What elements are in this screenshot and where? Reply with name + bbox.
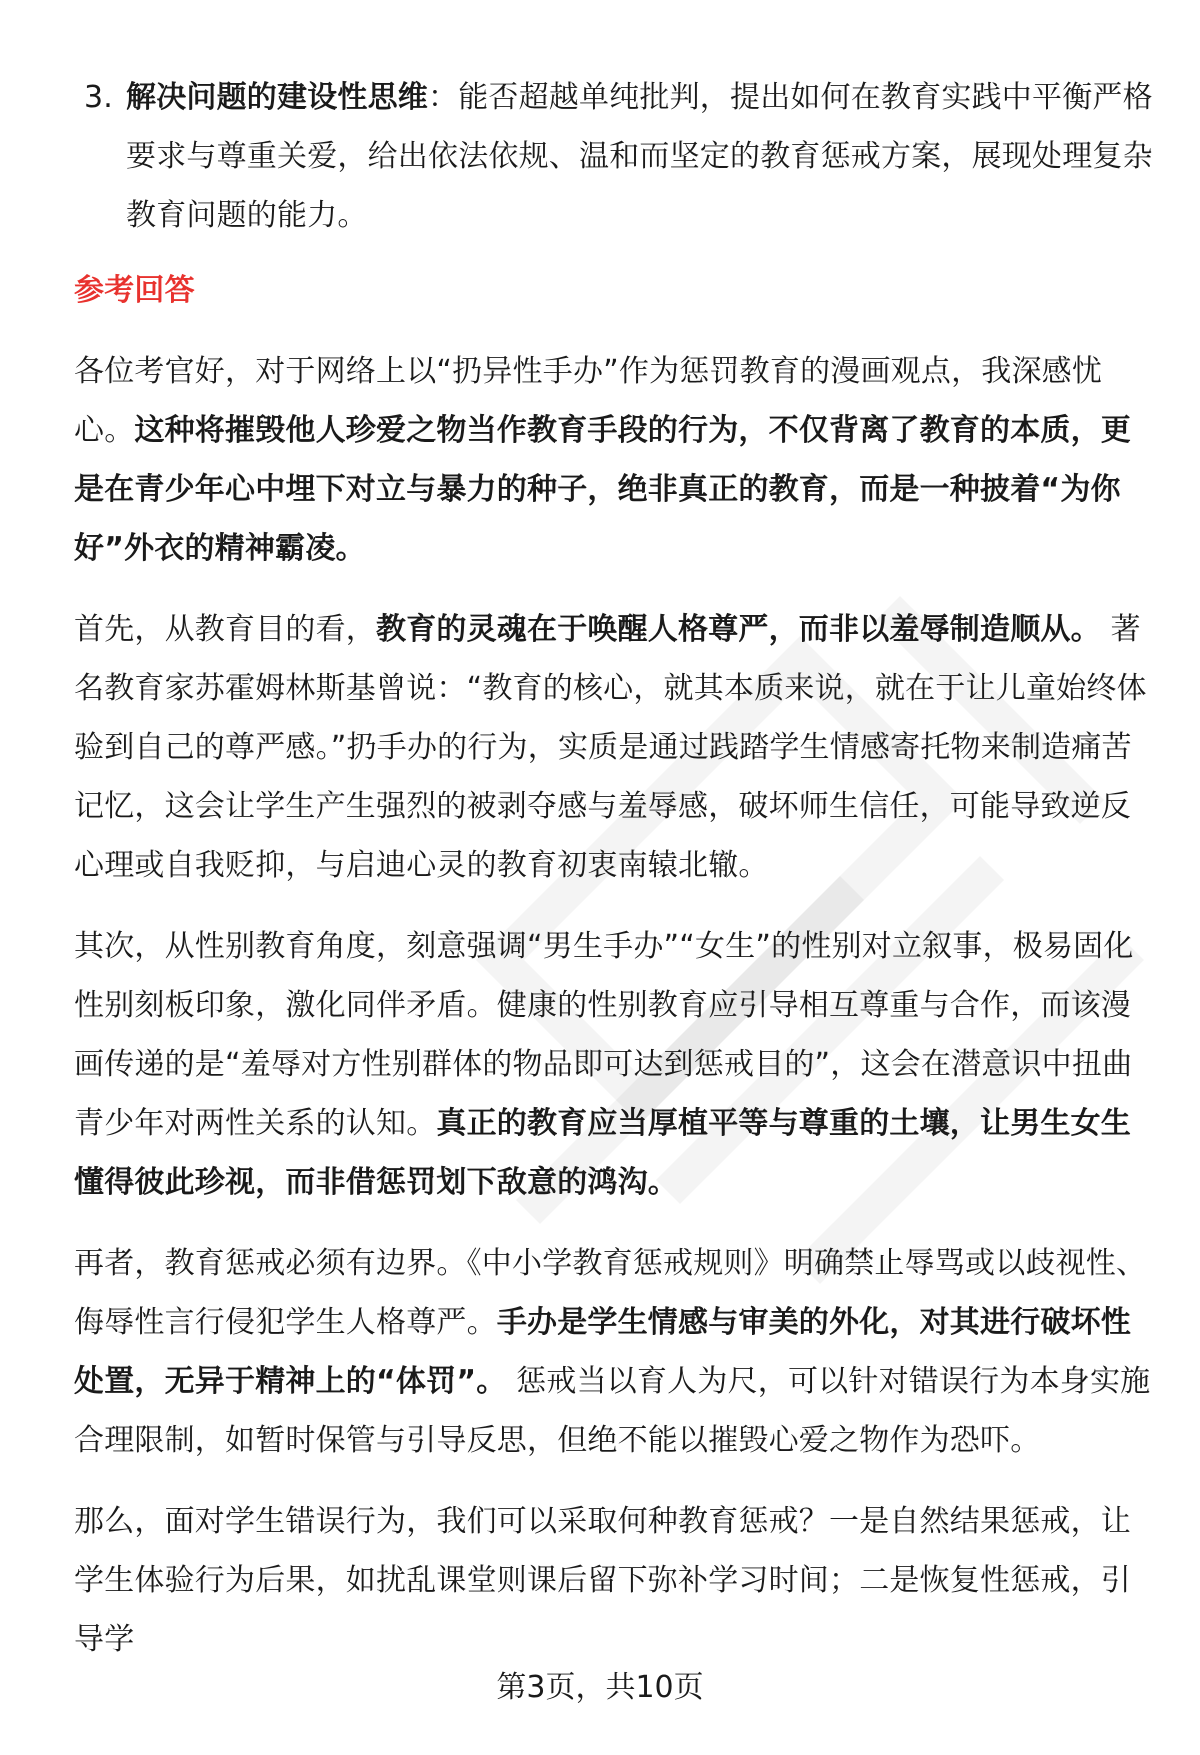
paragraph-bold-text: 真正的教育应当厚植平等与尊重的土壤，让男生女生懂得彼此珍视，而非借惩罚划下敌意的鸿沟。 — [74, 1106, 1132, 1200]
paragraph-third-point — [74, 1234, 1154, 1470]
paragraph-text: 首先，从教育目的看， — [74, 612, 376, 647]
paragraph-bold-text: 手办是学生情感与审美的外化，对其进行破坏性处置，无异于精神上的“体罚”。 — [74, 1305, 1132, 1399]
paragraph-first-point — [74, 600, 1154, 895]
criteria-list-item-3 — [74, 68, 1154, 245]
page-number-footer: 第3页，共10页 — [496, 1670, 704, 1705]
list-item-text: ：能否超越单纯批判，提出如何在教育实践中平衡严格要求与尊重关爱，给出依法依规、温和而坚定的教育惩戒方案，展现处理复杂教育问题的能力。 — [126, 80, 1153, 233]
paragraph-text: 再者，教育惩戒必须有边界。《中小学教育惩戒规则》明确禁止辱骂或以歧视性、侮辱性言行侵犯学生人格尊严。 — [74, 1246, 1147, 1340]
paragraph-intro — [74, 342, 1154, 578]
paragraph-second-point — [74, 917, 1154, 1212]
paragraph-text: 那么，面对学生错误行为，我们可以采取何种教育惩戒？一是自然结果惩戒，让学生体验行为后果，如扰乱课堂则课后留下弥补学习时间；二是恢复性惩戒，引导学 — [74, 1504, 1131, 1657]
paragraph-bold-text: 教育的灵魂在于唤醒人格尊严，而非以羞辱制造顺从。 — [376, 612, 1101, 647]
paragraph-fourth-point — [74, 1492, 1154, 1669]
document-content — [74, 68, 1154, 1669]
list-item-bold-label: 解决问题的建设性思维 — [126, 80, 428, 115]
paragraph-text: 惩戒当以育人为尺，可以针对错误行为本身实施合理限制，如暂时保管与引导反思，但绝不能以摧毁心爱之物作为恐吓。 — [74, 1364, 1151, 1458]
paragraph-text: 其次，从性别教育角度，刻意强调“男生手办”“女生”的性别对立叙事，极易固化性别刻板印象，激化同伴矛盾。健康的性别教育应引导相互尊重与合作，而该漫画传递的是“羞辱对方性别群体的物品即可达到惩戒目的”，这会在潜意识中扭曲青少年对两性关系的认知。 — [74, 929, 1134, 1141]
reference-answer-heading: 参考回答 — [74, 273, 195, 308]
paragraph-text: 各位考官好，对于网络上以“扔异性手办”作为惩罚教育的漫画观点，我深感忧心。 — [74, 354, 1103, 448]
paragraph-bold-text: 这种将摧毁他人珍爱之物当作教育手段的行为，不仅背离了教育的本质，更是在青少年心中埋下对立与暴力的种子，绝非真正的教育，而是一种披着“为你好”外衣的精神霸凌。 — [74, 413, 1132, 566]
list-number: 3. — [84, 80, 114, 115]
paragraph-text: 著名教育家苏霍姆林斯基曾说：“教育的核心，就其本质来说，就在于让儿童始终体验到自己的尊严感。”扔手办的行为，实质是通过践踏学生情感寄托物来制造痛苦记忆，这会让学生产生强烈的被剥夺感与羞辱感，破坏师生信任，可能导致逆反心理或自我贬抑，与启迪心灵的教育初衷南辕北辙。 — [74, 612, 1147, 883]
